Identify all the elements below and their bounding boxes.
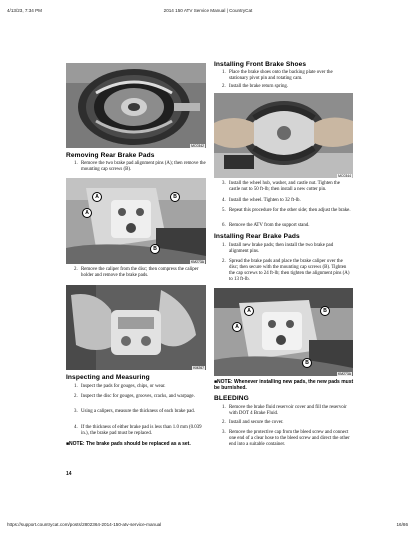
callout-a: A [82, 208, 92, 218]
bleeding-step-1: 1. Remove the brake fluid reservoir cover and fill the reservoir with DOT 4 Brake Fluid. [222, 405, 347, 416]
installing-rear-brake-pads-heading: Installing Rear Brake Pads [214, 233, 300, 240]
front-step-1: 1. Place the brake shoes onto the backing plate over the stationary pivot pin and rotating cam. [222, 70, 333, 81]
bleeding-step-2: 2. Install and secure the cover. [222, 420, 284, 425]
inspecting-step-2: 2. Inspect the disc for gouges, grooves, cracks, and warpage. [74, 394, 195, 399]
removing-step-2: 2. Remove the caliper from the disc; then compress the caliper holder and remove the brake pads. [74, 267, 199, 278]
removing-rear-brake-pads-heading: Removing Rear Brake Pads [66, 152, 155, 159]
installing-front-brake-shoes-heading: Installing Front Brake Shoes [214, 61, 307, 68]
photo-code: KM273A [337, 372, 351, 376]
inspecting-measuring-heading: Inspecting and Measuring [66, 374, 150, 381]
front-step-5: 5. Repeat this procedure for the other side; then adjust the brake. [222, 208, 351, 213]
photo-code: MC0342 [191, 144, 204, 148]
print-datetime: 4/13/23, 7:34 PM [7, 8, 42, 13]
callout-a: A [232, 322, 242, 332]
front-step-3: 3. Install the wheel hub, washer, and castle nut. Tighten the castle nut to 50 ft-lb; then install a new cotter pin. [222, 181, 340, 192]
callout-b: B [150, 244, 160, 254]
inspecting-step-1: 1. Inspect the pads for gouges, chips, or wear. [74, 384, 166, 389]
replace-as-set-note: ■NOTE: The brake pads should be replaced as a set. [66, 441, 191, 447]
inspecting-step-3: 3. Using a calipers, measure the thickness of each brake pad. [74, 409, 195, 414]
callout-b: B [320, 306, 330, 316]
caliper-installation-photo [214, 288, 353, 376]
brake-shoes-photo [214, 93, 353, 178]
removing-step-1: 1. Remove the two brake pad alignment pins (A); then remove the mounting cap screws (B). [74, 161, 206, 172]
bleeding-heading: BLEEDING [214, 395, 249, 402]
brake-drum-photo [66, 63, 206, 148]
callout-b: B [302, 358, 312, 368]
photo-code: KM267 [193, 366, 204, 370]
burnish-pads-note: ■NOTE: Whenever installing new pads, the new pads must be burnished. [214, 379, 354, 391]
rear-step-1: 1. Install new brake pads; then install the two brake pad alignment pins. [222, 243, 334, 254]
photo-code: MC0344 [338, 174, 351, 178]
front-step-4: 4. Install the wheel. Tighten to 32 ft-lb. [222, 198, 301, 203]
callout-a: A [92, 192, 102, 202]
inspecting-step-4: 4. If the thickness of either brake pad is less than 1.0 mm (0.039 in.), the brake pad must be replaced. [74, 425, 202, 436]
photo-code: KM273A [190, 260, 204, 264]
print-page-counter: 16/86 [396, 522, 408, 527]
front-step-2: 2. Install the brake return spring. [222, 84, 289, 89]
callout-a: A [244, 306, 254, 316]
print-url[interactable]: https://support.countrycat.com/posts/2802364-2014-150-atv-service-manual [7, 522, 162, 527]
brake-pad-removal-photo [66, 285, 206, 370]
caliper-photo [66, 178, 206, 264]
print-page-title: 2014 150 ATV Service Manual | CountryCat [163, 8, 253, 13]
rear-step-2: 2. Spread the brake pads and place the brake caliper over the disc; then secure with the mounting cap screws (B). Tighten the cap screws to 24 ft-lb; then tighten the alignment pins (A) to 13 ft-lb. [222, 259, 350, 282]
page-number: 14 [66, 471, 72, 477]
callout-b: B [170, 192, 180, 202]
bleeding-step-3: 3. Remove the protective cap from the bleed screw and connect one end of a clear hose to the bleed screw and direct the other end into a suitable container. [222, 430, 350, 447]
front-step-6: 6. Remove the ATV from the support stand. [222, 223, 310, 228]
